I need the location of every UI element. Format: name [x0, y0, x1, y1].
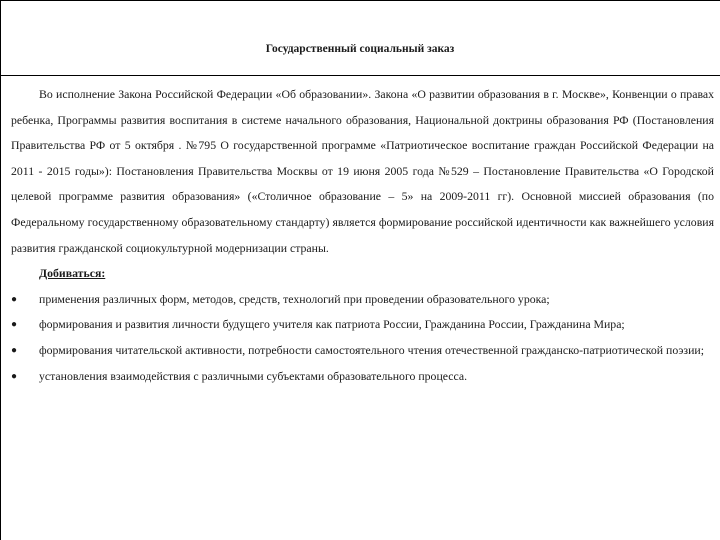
goal-text: формирования читательской активности, потребности самостоятельного чтения отечественной гражданско-патриотической поэзии; — [39, 342, 704, 357]
list-item — [11, 338, 714, 364]
intro-paragraph: Во исполнение Закона Российской Федерации «Об образовании». Закона «О развитии образования в г. Москве», Конвенции о правах ребенка, Программы развития воспитания в системе начального образования, Национальной доктрины образования РФ (Постановления Правительства РФ от 5 октября . №795 О государственной программе «Патриотическое воспитание граждан Российской Федерации на 2011 - 2015 годы»): Постановления Правительства Москвы от 19 июня 2005 года №529 – Постановление Правительства «О Городской целевой программе развития образования» («Столичное образование – 5» на 2009-2011 гг). Основной миссией образования (по Федеральному государственному образовательному стандарту) является формирование российской идентичности как важнейшего условия развития гражданской социокультурной модернизации страны. — [11, 87, 714, 255]
frame-left-border — [0, 0, 1, 540]
bullet-icon: ● — [11, 370, 18, 382]
goal-text: применения различных форм, методов, средств, технологий при проведении образовательного урока; — [39, 291, 550, 306]
list-item — [11, 287, 714, 313]
bullet-icon: ● — [11, 344, 18, 356]
list-item — [11, 312, 714, 338]
document-body — [11, 82, 714, 389]
goals-list — [11, 287, 714, 389]
goal-text: формирования и развития личности будущего учителя как патриота России, Гражданина России, Гражданина Мира; — [39, 317, 625, 332]
bullet-icon: ● — [11, 293, 18, 305]
goal-text: установления взаимодействия с различными субъектами образовательного процесса. — [39, 368, 468, 383]
header-box — [0, 0, 720, 76]
list-item — [11, 364, 714, 390]
bullet-icon: ● — [11, 319, 18, 331]
document-title: Государственный социальный заказ — [265, 43, 455, 55]
goals-heading: Добиваться: — [39, 266, 106, 281]
